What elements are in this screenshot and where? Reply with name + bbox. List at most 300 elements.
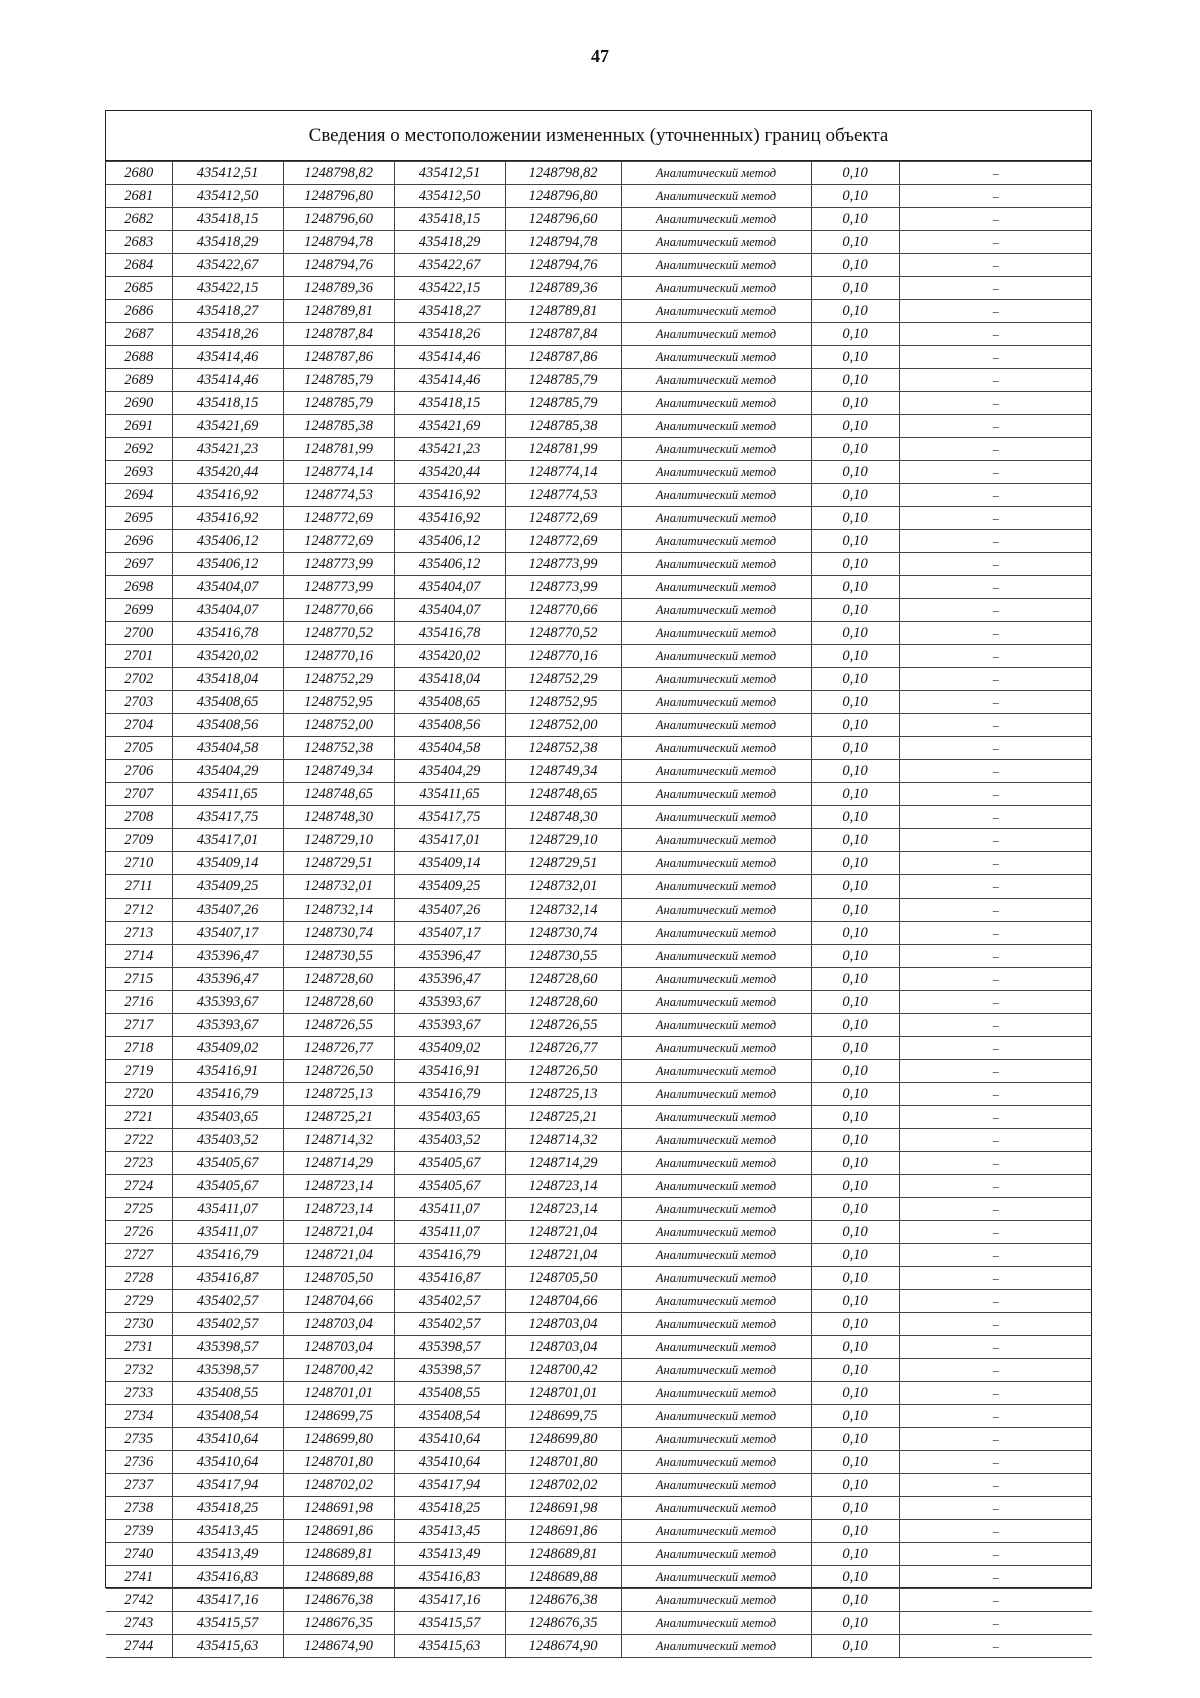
accuracy-cell: 0,10: [811, 530, 899, 553]
method-cell: Аналитический метод: [621, 599, 811, 622]
point-number-cell: 2729: [106, 1289, 172, 1312]
x-refined-cell: 435407,17: [394, 921, 505, 944]
point-number-cell: 2689: [106, 369, 172, 392]
accuracy-cell: 0,10: [811, 1611, 899, 1634]
y-existing-cell: 1248714,32: [283, 1128, 394, 1151]
point-number-cell: 2702: [106, 668, 172, 691]
x-existing-cell: 435418,27: [172, 300, 283, 323]
y-refined-cell: 1248785,79: [505, 392, 621, 415]
y-refined-cell: 1248752,38: [505, 737, 621, 760]
y-refined-cell: 1248752,95: [505, 691, 621, 714]
description-cell: –: [899, 415, 1092, 438]
point-number-cell: 2694: [106, 484, 172, 507]
y-refined-cell: 1248732,01: [505, 875, 621, 898]
x-existing-cell: 435393,67: [172, 990, 283, 1013]
point-number-cell: 2724: [106, 1174, 172, 1197]
x-existing-cell: 435410,64: [172, 1427, 283, 1450]
accuracy-cell: 0,10: [811, 1473, 899, 1496]
x-refined-cell: 435416,78: [394, 622, 505, 645]
y-refined-cell: 1248714,29: [505, 1151, 621, 1174]
point-number-cell: 2695: [106, 507, 172, 530]
x-refined-cell: 435410,64: [394, 1450, 505, 1473]
accuracy-cell: 0,10: [811, 829, 899, 852]
y-refined-cell: 1248691,86: [505, 1519, 621, 1542]
x-existing-cell: 435415,57: [172, 1611, 283, 1634]
x-refined-cell: 435414,46: [394, 346, 505, 369]
method-cell: Аналитический метод: [621, 484, 811, 507]
description-cell: –: [899, 576, 1092, 599]
description-cell: –: [899, 1450, 1092, 1473]
y-refined-cell: 1248770,66: [505, 599, 621, 622]
x-existing-cell: 435418,15: [172, 208, 283, 231]
x-existing-cell: 435420,44: [172, 461, 283, 484]
point-number-cell: 2683: [106, 231, 172, 254]
description-cell: –: [899, 1588, 1092, 1611]
method-cell: Аналитический метод: [621, 783, 811, 806]
method-cell: Аналитический метод: [621, 1473, 811, 1496]
y-existing-cell: 1248676,38: [283, 1588, 394, 1611]
table-row: [106, 369, 1092, 392]
table-row: [106, 1542, 1092, 1565]
accuracy-cell: 0,10: [811, 1036, 899, 1059]
x-refined-cell: 435396,47: [394, 944, 505, 967]
description-cell: –: [899, 1266, 1092, 1289]
y-existing-cell: 1248752,29: [283, 668, 394, 691]
table-row: [106, 1611, 1092, 1634]
method-cell: Аналитический метод: [621, 392, 811, 415]
table-row: [106, 231, 1092, 254]
point-number-cell: 2696: [106, 530, 172, 553]
table-row: [106, 277, 1092, 300]
x-existing-cell: 435422,67: [172, 254, 283, 277]
y-refined-cell: 1248721,04: [505, 1220, 621, 1243]
x-refined-cell: 435418,25: [394, 1496, 505, 1519]
y-existing-cell: 1248700,42: [283, 1358, 394, 1381]
x-refined-cell: 435417,94: [394, 1473, 505, 1496]
accuracy-cell: 0,10: [811, 254, 899, 277]
accuracy-cell: 0,10: [811, 1289, 899, 1312]
method-cell: Аналитический метод: [621, 875, 811, 898]
table-row: [106, 1519, 1092, 1542]
table-row: [106, 990, 1092, 1013]
accuracy-cell: 0,10: [811, 1335, 899, 1358]
x-refined-cell: 435406,12: [394, 553, 505, 576]
y-refined-cell: 1248729,51: [505, 852, 621, 875]
table-row: [106, 507, 1092, 530]
y-refined-cell: 1248752,00: [505, 714, 621, 737]
point-number-cell: 2716: [106, 990, 172, 1013]
y-existing-cell: 1248726,55: [283, 1013, 394, 1036]
y-existing-cell: 1248773,99: [283, 553, 394, 576]
accuracy-cell: 0,10: [811, 1588, 899, 1611]
method-cell: Аналитический метод: [621, 944, 811, 967]
accuracy-cell: 0,10: [811, 921, 899, 944]
y-refined-cell: 1248796,60: [505, 208, 621, 231]
y-existing-cell: 1248787,86: [283, 346, 394, 369]
y-refined-cell: 1248773,99: [505, 553, 621, 576]
coordinates-table: [106, 161, 1092, 1658]
table-row: [106, 829, 1092, 852]
y-refined-cell: 1248785,38: [505, 415, 621, 438]
x-refined-cell: 435393,67: [394, 1013, 505, 1036]
point-number-cell: 2744: [106, 1635, 172, 1658]
table-row: [106, 1473, 1092, 1496]
y-existing-cell: 1248691,98: [283, 1496, 394, 1519]
x-existing-cell: 435406,12: [172, 530, 283, 553]
x-refined-cell: 435398,57: [394, 1335, 505, 1358]
point-number-cell: 2680: [106, 162, 172, 185]
x-existing-cell: 435403,52: [172, 1128, 283, 1151]
table-row: [106, 875, 1092, 898]
y-existing-cell: 1248714,29: [283, 1151, 394, 1174]
accuracy-cell: 0,10: [811, 484, 899, 507]
method-cell: Аналитический метод: [621, 1358, 811, 1381]
y-existing-cell: 1248703,04: [283, 1335, 394, 1358]
accuracy-cell: 0,10: [811, 1358, 899, 1381]
y-existing-cell: 1248789,36: [283, 277, 394, 300]
x-existing-cell: 435406,12: [172, 553, 283, 576]
accuracy-cell: 0,10: [811, 277, 899, 300]
y-existing-cell: 1248773,99: [283, 576, 394, 599]
x-existing-cell: 435417,01: [172, 829, 283, 852]
y-refined-cell: 1248701,01: [505, 1381, 621, 1404]
accuracy-cell: 0,10: [811, 1197, 899, 1220]
table-row: [106, 1105, 1092, 1128]
method-cell: Аналитический метод: [621, 1611, 811, 1634]
method-cell: Аналитический метод: [621, 553, 811, 576]
x-existing-cell: 435418,25: [172, 1496, 283, 1519]
description-cell: –: [899, 277, 1092, 300]
point-number-cell: 2730: [106, 1312, 172, 1335]
description-cell: –: [899, 392, 1092, 415]
accuracy-cell: 0,10: [811, 185, 899, 208]
table-row: [106, 1082, 1092, 1105]
table-row: [106, 254, 1092, 277]
x-existing-cell: 435408,65: [172, 691, 283, 714]
y-refined-cell: 1248723,14: [505, 1197, 621, 1220]
x-refined-cell: 435412,51: [394, 162, 505, 185]
y-refined-cell: 1248699,80: [505, 1427, 621, 1450]
method-cell: Аналитический метод: [621, 1197, 811, 1220]
x-refined-cell: 435420,02: [394, 645, 505, 668]
accuracy-cell: 0,10: [811, 852, 899, 875]
x-refined-cell: 435403,52: [394, 1128, 505, 1151]
y-existing-cell: 1248732,01: [283, 875, 394, 898]
y-existing-cell: 1248691,86: [283, 1519, 394, 1542]
accuracy-cell: 0,10: [811, 208, 899, 231]
x-existing-cell: 435396,47: [172, 944, 283, 967]
point-number-cell: 2687: [106, 323, 172, 346]
x-refined-cell: 435405,67: [394, 1174, 505, 1197]
description-cell: –: [899, 645, 1092, 668]
table-row: [106, 622, 1092, 645]
method-cell: Аналитический метод: [621, 852, 811, 875]
description-cell: –: [899, 1128, 1092, 1151]
point-number-cell: 2732: [106, 1358, 172, 1381]
point-number-cell: 2718: [106, 1036, 172, 1059]
y-refined-cell: 1248705,50: [505, 1266, 621, 1289]
x-refined-cell: 435411,07: [394, 1197, 505, 1220]
y-existing-cell: 1248703,04: [283, 1312, 394, 1335]
x-existing-cell: 435415,63: [172, 1635, 283, 1658]
y-refined-cell: 1248772,69: [505, 530, 621, 553]
accuracy-cell: 0,10: [811, 1174, 899, 1197]
x-existing-cell: 435411,07: [172, 1197, 283, 1220]
x-existing-cell: 435408,56: [172, 714, 283, 737]
description-cell: –: [899, 599, 1092, 622]
table-row: [106, 1128, 1092, 1151]
y-refined-cell: 1248730,74: [505, 921, 621, 944]
table-row: [106, 530, 1092, 553]
x-existing-cell: 435416,83: [172, 1565, 283, 1588]
y-refined-cell: 1248728,60: [505, 990, 621, 1013]
y-existing-cell: 1248728,60: [283, 990, 394, 1013]
accuracy-cell: 0,10: [811, 1519, 899, 1542]
boundary-table-frame: [105, 110, 1092, 1654]
x-existing-cell: 435405,67: [172, 1151, 283, 1174]
x-refined-cell: 435410,64: [394, 1427, 505, 1450]
table-row: [106, 1335, 1092, 1358]
description-cell: –: [899, 507, 1092, 530]
x-refined-cell: 435408,56: [394, 714, 505, 737]
description-cell: –: [899, 737, 1092, 760]
method-cell: Аналитический метод: [621, 1220, 811, 1243]
y-existing-cell: 1248726,77: [283, 1036, 394, 1059]
accuracy-cell: 0,10: [811, 392, 899, 415]
method-cell: Аналитический метод: [621, 1588, 811, 1611]
x-refined-cell: 435418,26: [394, 323, 505, 346]
x-refined-cell: 435406,12: [394, 530, 505, 553]
y-existing-cell: 1248702,02: [283, 1473, 394, 1496]
y-existing-cell: 1248748,65: [283, 783, 394, 806]
point-number-cell: 2684: [106, 254, 172, 277]
x-refined-cell: 435407,26: [394, 898, 505, 921]
description-cell: –: [899, 461, 1092, 484]
y-refined-cell: 1248703,04: [505, 1335, 621, 1358]
x-refined-cell: 435421,23: [394, 438, 505, 461]
table-row: [106, 1358, 1092, 1381]
y-existing-cell: 1248748,30: [283, 806, 394, 829]
y-existing-cell: 1248752,00: [283, 714, 394, 737]
x-existing-cell: 435414,46: [172, 346, 283, 369]
y-refined-cell: 1248772,69: [505, 507, 621, 530]
description-cell: –: [899, 1565, 1092, 1588]
x-existing-cell: 435404,07: [172, 599, 283, 622]
point-number-cell: 2704: [106, 714, 172, 737]
description-cell: –: [899, 185, 1092, 208]
point-number-cell: 2714: [106, 944, 172, 967]
method-cell: Аналитический метод: [621, 645, 811, 668]
x-existing-cell: 435402,57: [172, 1289, 283, 1312]
x-existing-cell: 435420,02: [172, 645, 283, 668]
point-number-cell: 2706: [106, 760, 172, 783]
description-cell: –: [899, 714, 1092, 737]
x-refined-cell: 435417,75: [394, 806, 505, 829]
y-refined-cell: 1248714,32: [505, 1128, 621, 1151]
x-existing-cell: 435416,91: [172, 1059, 283, 1082]
y-existing-cell: 1248701,01: [283, 1381, 394, 1404]
method-cell: Аналитический метод: [621, 1128, 811, 1151]
x-existing-cell: 435417,75: [172, 806, 283, 829]
table-row: [106, 392, 1092, 415]
method-cell: Аналитический метод: [621, 346, 811, 369]
method-cell: Аналитический метод: [621, 1335, 811, 1358]
y-refined-cell: 1248701,80: [505, 1450, 621, 1473]
y-existing-cell: 1248732,14: [283, 898, 394, 921]
point-number-cell: 2722: [106, 1128, 172, 1151]
description-cell: –: [899, 622, 1092, 645]
point-number-cell: 2701: [106, 645, 172, 668]
x-existing-cell: 435409,25: [172, 875, 283, 898]
method-cell: Аналитический метод: [621, 300, 811, 323]
point-number-cell: 2698: [106, 576, 172, 599]
y-existing-cell: 1248730,74: [283, 921, 394, 944]
accuracy-cell: 0,10: [811, 415, 899, 438]
x-existing-cell: 435413,49: [172, 1542, 283, 1565]
point-number-cell: 2713: [106, 921, 172, 944]
point-number-cell: 2710: [106, 852, 172, 875]
table-title: Сведения о местоположении измененных (уточненных) границ объекта: [106, 111, 1091, 161]
accuracy-cell: 0,10: [811, 714, 899, 737]
accuracy-cell: 0,10: [811, 967, 899, 990]
table-row: [106, 1450, 1092, 1473]
accuracy-cell: 0,10: [811, 1635, 899, 1658]
y-existing-cell: 1248730,55: [283, 944, 394, 967]
y-existing-cell: 1248772,69: [283, 530, 394, 553]
y-existing-cell: 1248796,60: [283, 208, 394, 231]
accuracy-cell: 0,10: [811, 1542, 899, 1565]
method-cell: Аналитический метод: [621, 438, 811, 461]
description-cell: –: [899, 944, 1092, 967]
x-refined-cell: 435408,54: [394, 1404, 505, 1427]
method-cell: Аналитический метод: [621, 1013, 811, 1036]
method-cell: Аналитический метод: [621, 1174, 811, 1197]
description-cell: –: [899, 1174, 1092, 1197]
accuracy-cell: 0,10: [811, 1243, 899, 1266]
x-existing-cell: 435418,15: [172, 392, 283, 415]
x-existing-cell: 435404,29: [172, 760, 283, 783]
table-row: [106, 1197, 1092, 1220]
table-row: [106, 691, 1092, 714]
accuracy-cell: 0,10: [811, 760, 899, 783]
x-refined-cell: 435408,65: [394, 691, 505, 714]
table-row: [106, 185, 1092, 208]
table-row: [106, 415, 1092, 438]
table-row: [106, 323, 1092, 346]
x-existing-cell: 435416,92: [172, 507, 283, 530]
y-refined-cell: 1248770,16: [505, 645, 621, 668]
accuracy-cell: 0,10: [811, 507, 899, 530]
description-cell: –: [899, 967, 1092, 990]
y-refined-cell: 1248723,14: [505, 1174, 621, 1197]
method-cell: Аналитический метод: [621, 806, 811, 829]
accuracy-cell: 0,10: [811, 1151, 899, 1174]
y-refined-cell: 1248728,60: [505, 967, 621, 990]
point-number-cell: 2703: [106, 691, 172, 714]
method-cell: Аналитический метод: [621, 1427, 811, 1450]
x-refined-cell: 435416,87: [394, 1266, 505, 1289]
x-existing-cell: 435422,15: [172, 277, 283, 300]
table-body: [106, 162, 1092, 1658]
table-row: [106, 1243, 1092, 1266]
x-refined-cell: 435409,02: [394, 1036, 505, 1059]
point-number-cell: 2737: [106, 1473, 172, 1496]
x-existing-cell: 435411,65: [172, 783, 283, 806]
x-refined-cell: 435398,57: [394, 1358, 505, 1381]
y-existing-cell: 1248723,14: [283, 1174, 394, 1197]
x-existing-cell: 435407,17: [172, 921, 283, 944]
point-number-cell: 2688: [106, 346, 172, 369]
y-refined-cell: 1248749,34: [505, 760, 621, 783]
y-refined-cell: 1248732,14: [505, 898, 621, 921]
x-refined-cell: 435416,83: [394, 1565, 505, 1588]
description-cell: –: [899, 1335, 1092, 1358]
point-number-cell: 2727: [106, 1243, 172, 1266]
table-row: [106, 852, 1092, 875]
x-refined-cell: 435412,50: [394, 185, 505, 208]
method-cell: Аналитический метод: [621, 530, 811, 553]
x-refined-cell: 435416,92: [394, 484, 505, 507]
y-existing-cell: 1248785,38: [283, 415, 394, 438]
table-row: [106, 714, 1092, 737]
description-cell: –: [899, 783, 1092, 806]
x-existing-cell: 435416,79: [172, 1243, 283, 1266]
y-existing-cell: 1248752,95: [283, 691, 394, 714]
method-cell: Аналитический метод: [621, 1404, 811, 1427]
method-cell: Аналитический метод: [621, 1082, 811, 1105]
y-refined-cell: 1248676,38: [505, 1588, 621, 1611]
accuracy-cell: 0,10: [811, 783, 899, 806]
table-row: [106, 1565, 1092, 1588]
y-refined-cell: 1248699,75: [505, 1404, 621, 1427]
table-row: [106, 1289, 1092, 1312]
point-number-cell: 2681: [106, 185, 172, 208]
description-cell: –: [899, 1036, 1092, 1059]
x-refined-cell: 435416,79: [394, 1082, 505, 1105]
x-refined-cell: 435418,15: [394, 208, 505, 231]
table-row: [106, 944, 1092, 967]
description-cell: –: [899, 990, 1092, 1013]
x-existing-cell: 435421,23: [172, 438, 283, 461]
point-number-cell: 2691: [106, 415, 172, 438]
method-cell: Аналитический метод: [621, 1381, 811, 1404]
y-refined-cell: 1248725,13: [505, 1082, 621, 1105]
accuracy-cell: 0,10: [811, 1082, 899, 1105]
description-cell: –: [899, 1427, 1092, 1450]
y-existing-cell: 1248752,38: [283, 737, 394, 760]
method-cell: Аналитический метод: [621, 185, 811, 208]
y-existing-cell: 1248729,10: [283, 829, 394, 852]
accuracy-cell: 0,10: [811, 231, 899, 254]
x-refined-cell: 435411,65: [394, 783, 505, 806]
table-row: [106, 1496, 1092, 1519]
accuracy-cell: 0,10: [811, 300, 899, 323]
point-number-cell: 2715: [106, 967, 172, 990]
point-number-cell: 2725: [106, 1197, 172, 1220]
y-existing-cell: 1248781,99: [283, 438, 394, 461]
description-cell: –: [899, 921, 1092, 944]
x-refined-cell: 435403,65: [394, 1105, 505, 1128]
description-cell: –: [899, 1358, 1092, 1381]
table-row: [106, 668, 1092, 691]
x-refined-cell: 435416,79: [394, 1243, 505, 1266]
y-refined-cell: 1248773,99: [505, 576, 621, 599]
method-cell: Аналитический метод: [621, 1105, 811, 1128]
point-number-cell: 2734: [106, 1404, 172, 1427]
x-refined-cell: 435422,15: [394, 277, 505, 300]
y-refined-cell: 1248689,81: [505, 1542, 621, 1565]
table-row: [106, 576, 1092, 599]
